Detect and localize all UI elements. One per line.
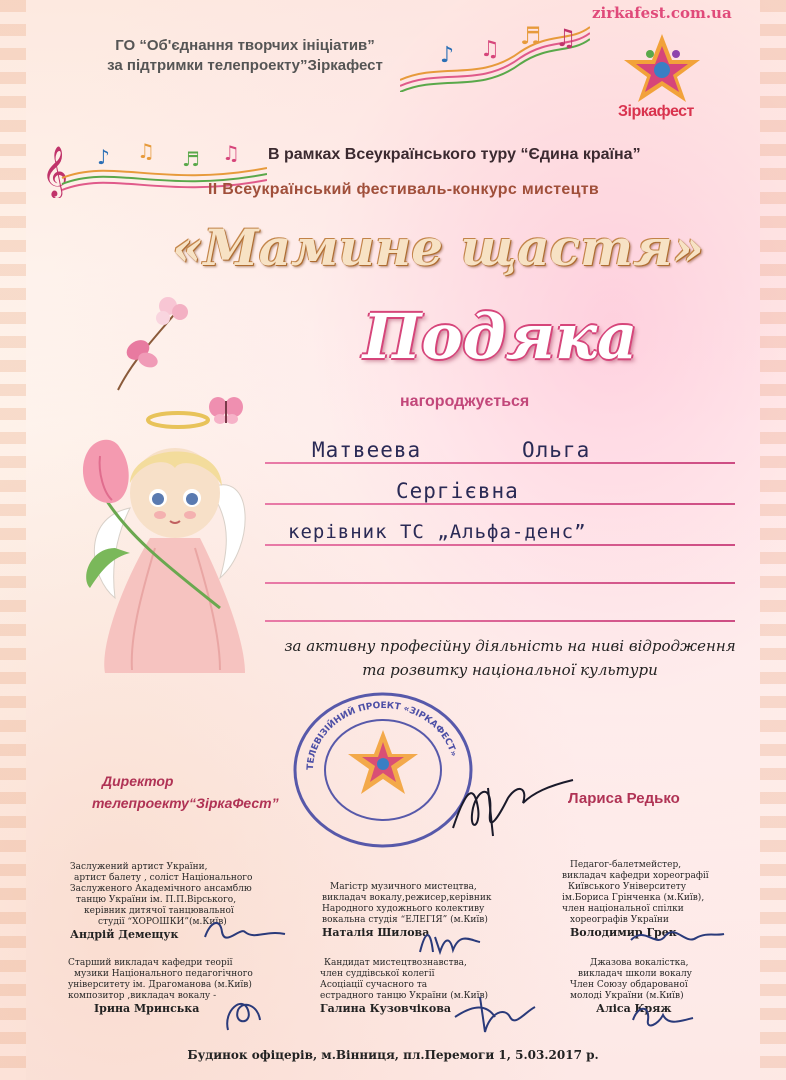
jury-3-line: Київського Університету [568,882,687,892]
jury-5-name: Галина Кузовчікова [320,1002,451,1015]
left-border-ornament [0,0,26,1080]
event-footer: Будинок офіцерів, м.Вінниця, пл.Перемоги 1, 5.03.2017 р. [187,1048,599,1062]
jury-4-name: Ірина Мринська [94,1002,200,1015]
svg-text:♪: ♪ [440,43,455,68]
recipient-line-4 [265,582,735,584]
svg-text:♫: ♫ [222,141,240,165]
jury-3-line: ім.Бориса Грінченка (м.Київ), [562,893,705,903]
jury-3-signature [626,920,726,960]
organizer-line-1: ГО “Об'єднання творчих ініціатив” [115,37,375,54]
flower-butterfly-icon [108,290,198,395]
recipient-line-5 [265,620,735,622]
award-reason-line-2: та розвитку національної культури [362,661,658,679]
jury-4-line: університету ім. Драгоманова (м.Київ) [68,980,252,990]
recipient-line-3 [265,544,735,546]
jury-1-signature [200,912,290,952]
jury-4-line: музики Національного педагогічного [74,969,253,979]
jury-2-signature [415,922,485,962]
jury-1-line: керівник дитячої танцювальної [84,906,234,916]
jury-1-line: Заслуженого Академічного ансамблю [70,884,252,894]
jury-6-signature [628,1000,698,1035]
jury-4-line: Старший викладач кафедри теорії [68,958,233,968]
jury-3-line: член національної спілки [562,904,684,914]
recipient-first-name: Ольга [522,438,591,462]
recipient-line-1 [265,462,735,464]
jury-2-line: Народного художнього колективу [322,904,485,914]
tour-text: В рамках Всеукраїнського туру “Єдина країна” [268,146,641,163]
jury-1-line: артист балету , соліст Національного [74,873,253,883]
svg-text:♬: ♬ [182,147,200,171]
recipient-position: керівник ТС „Альфа-денс” [288,521,587,543]
jury-5-line: естрадного танцю України (м.Київ) [320,991,489,1001]
svg-text:𝄞: 𝄞 [42,146,69,197]
jury-2-name: Наталія Шилова [322,926,430,939]
organizer-line-2: за підтримки телепроекту”Зіркафест [107,57,383,74]
jury-5-signature [450,992,540,1037]
jury-4-signature [218,990,268,1035]
svg-text:♬: ♬ [520,22,542,50]
recipient-surname: Матвеева [312,438,422,462]
jury-5-line: Кандидат мистецтвознавства, [324,958,467,968]
director-label [92,770,279,814]
jury-6-line: молоді України (м.Київ) [570,991,684,1001]
stamp-ring-text: ТЕЛЕВІЗІЙНИЙ ПРОЕКТ «ЗІРКАФЕСТ» [305,700,459,771]
festival-title: «Мамине щастя» [171,218,705,277]
music-notes-top-icon [400,22,590,92]
festival-text: II Всеукраїнський фестиваль-конкурс мистецтв [208,181,600,198]
jury-2-line: викладач вокалу,режисер,керівник [322,893,492,903]
svg-text:♫: ♫ [480,37,500,62]
jury-5-line: член суддівської колегії [320,969,435,979]
svg-text:♪: ♪ [97,145,110,169]
jury-1-line: Заслужений артист України, [70,862,208,872]
jury-6-line: Член Союзу обдарованої [570,980,688,990]
logo-text: Зіркафест [618,103,694,120]
jury-3-line: хореографів України [570,915,669,925]
jury-1-line: студії “ХОРОШКИ”(м.Київ) [98,917,227,927]
director-label-line-1: Директор [102,773,174,789]
jury-2-credentials [322,882,522,926]
recipient-patronymic: Сергієвна [396,479,519,503]
recipient-line-2 [265,503,735,505]
jury-6-credentials [570,958,750,1002]
jury-6-name: Аліса Кряж [596,1002,672,1015]
right-border-ornament [760,0,786,1080]
svg-text:♫: ♫ [137,139,155,163]
angel-with-tulip-illustration [60,408,260,683]
zirkafest-star-logo-icon [622,32,702,104]
jury-2-line: Магістр музичного мистецтва, [330,882,477,892]
jury-6-line: Джазова вокалістка, [590,958,689,968]
awarded-label: нагороджується [400,393,530,410]
jury-1-name: Андрій Демещук [70,928,179,941]
jury-3-line: викладач кафедри хореографії [562,871,709,881]
certificate-heading: Подяка [362,300,638,373]
jury-3-name: Володимир Грек [570,926,677,939]
award-reason-line-1: за активну професійну діяльність на ниві відродження [284,637,736,655]
jury-3-line: Педагог-балетмейстер, [570,860,682,870]
jury-3-credentials [562,860,762,926]
organizer-text [80,36,410,76]
jury-5-line: Асоціації сучасного та [320,980,428,990]
jury-6-line: викладач школи вокалу [578,969,692,979]
jury-2-line: вокальна студія “ЕЛЕГІЯ” (м.Київ) [322,915,488,925]
director-signature [448,758,578,838]
jury-1-line: танцю України ім. П.П.Вірського, [76,895,237,905]
director-name: Лариса Редько [568,790,680,807]
director-label-line-2: телепроекту“ЗіркаФест” [92,795,279,811]
jury-4-line: композитор ,викладач вокалу - [68,991,217,1001]
svg-text:♫: ♫ [555,24,577,52]
award-reason [280,634,740,682]
website-label: zirkafest.com.ua [592,4,732,22]
